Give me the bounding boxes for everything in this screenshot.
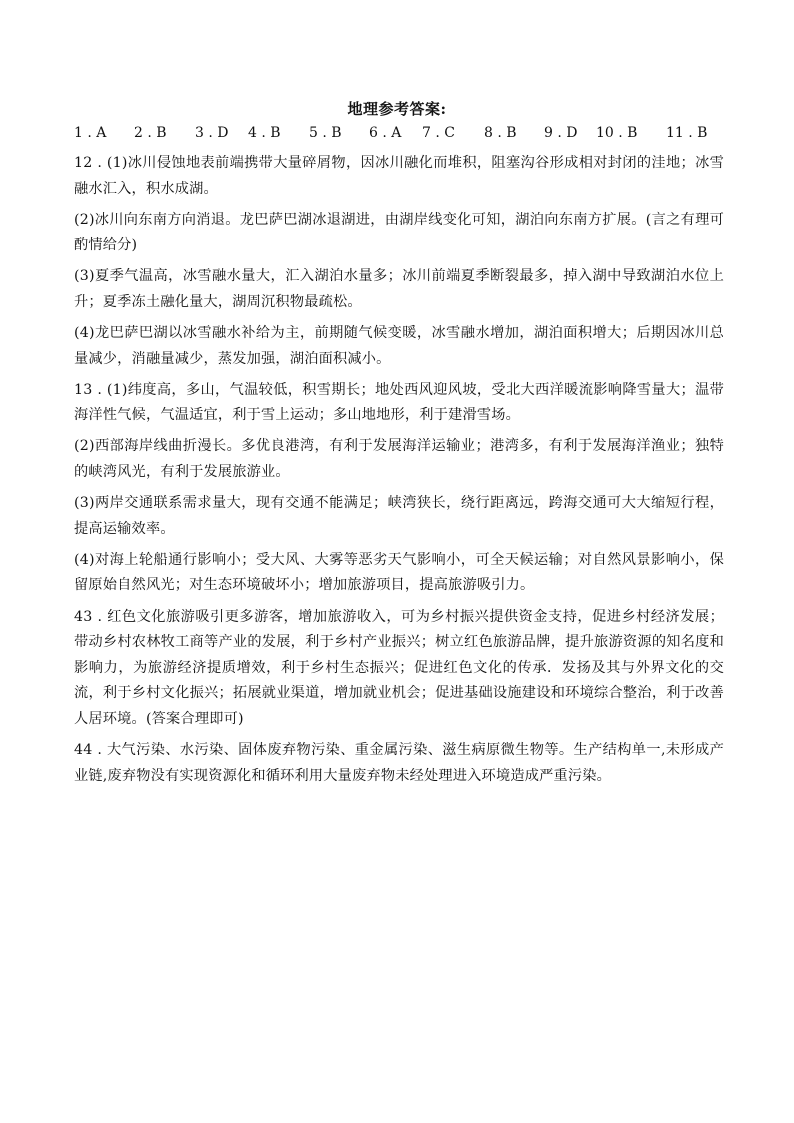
mc-answer: 1 . A	[74, 125, 107, 141]
mc-answer: 11 . B	[666, 125, 708, 141]
mc-answer: 2 . B	[134, 125, 167, 141]
answer-paragraph: 12 . (1)冰川侵蚀地表前端携带大量碎屑物，因冰川融化而堆积，阻塞沟谷形成相对封闭的洼地；冰雪融水汇入，积水成湖。	[74, 155, 724, 197]
mc-answer: 10 . B	[596, 125, 638, 141]
mc-answer: 7 . C	[422, 125, 455, 141]
answer-paragraph: (2)冰川向东南方向消退。龙巴萨巴湖冰退湖进，由湖岸线变化可知，湖泊向东南方扩展。(言之有理可酌情给分)	[74, 211, 724, 254]
answer-paragraph: (2)西部海岸线曲折漫长。多优良港湾，有利于发展海洋运输业；港湾多，有利于发展海洋渔业；独特的峡湾风光，有利于发展旅游业。	[74, 438, 724, 481]
mc-answer: 8 . B	[484, 125, 517, 141]
answer-paragraph: (3)两岸交通联系需求量大，现有交通不能满足；峡湾狭长，绕行距离远，跨海交通可大大缩短行程，提高运输效率。	[74, 495, 724, 537]
mc-answer: 6 . A	[369, 125, 402, 141]
answer-body	[74, 151, 724, 795]
page-title: 地理参考答案:	[347, 100, 447, 118]
mc-answer: 4 . B	[248, 125, 281, 141]
multiple-choice-answers	[74, 125, 734, 141]
answer-paragraph: (4)龙巴萨巴湖以冰雪融水补给为主，前期随气候变暖，冰雪融水增加，湖泊面积增大；后期因冰川总量减少，消融量减少，蒸发加强，湖泊面积减小。	[74, 325, 724, 367]
answer-paragraph: (3)夏季气温高，冰雪融水量大，汇入湖泊水量多；冰川前端夏季断裂最多，掉入湖中导致湖泊水位上升；夏季冻土融化量大，湖周沉积物最疏松。	[74, 268, 724, 310]
mc-answer: 5 . B	[309, 125, 342, 141]
mc-answer: 3 . D	[195, 125, 229, 141]
answer-paragraph: 13 . (1)纬度高，多山，气温较低，积雪期长；地处西风迎风坡，受北大西洋暖流影响降雪量大；温带海洋性气候，气温适宜，利于雪上运动；多山地地形，利于建滑雪场。	[74, 381, 724, 424]
mc-answer: 9 . D	[544, 125, 578, 141]
answer-paragraph: (4)对海上轮船通行影响小；受大风、大雾等恶劣天气影响小，可全天候运输；对自然风景影响小，保留原始自然风光；对生态环境破坏小；增加旅游项目，提高旅游吸引力。	[74, 551, 724, 594]
answer-paragraph: 43 . 红色文化旅游吸引更多游客，增加旅游收入，可为乡村振兴提供资金支持，促进乡村经济发展；带动乡村农林牧工商等产业的发展，利于乡村产业振兴；树立红色旅游品牌，提升旅游资源的知名度和影响力，为旅游经济提质增效，利于乡村生态振兴；促进红色文化的传承．发扬及其与外界文化的交流，利于乡村文化振兴；拓展就业渠道，增加就业机会；促进基础设施建设和环境综合整治，利于改善人居环境。(答案合理即可)	[74, 608, 724, 727]
answer-paragraph: 44 . 大气污染、水污染、固体废弃物污染、重金属污染、滋生病原微生物等。生产结构单一,未形成产业链,废弃物没有实现资源化和循环利用大量废弃物未经处理进入环境造成严重污染。	[74, 741, 724, 784]
